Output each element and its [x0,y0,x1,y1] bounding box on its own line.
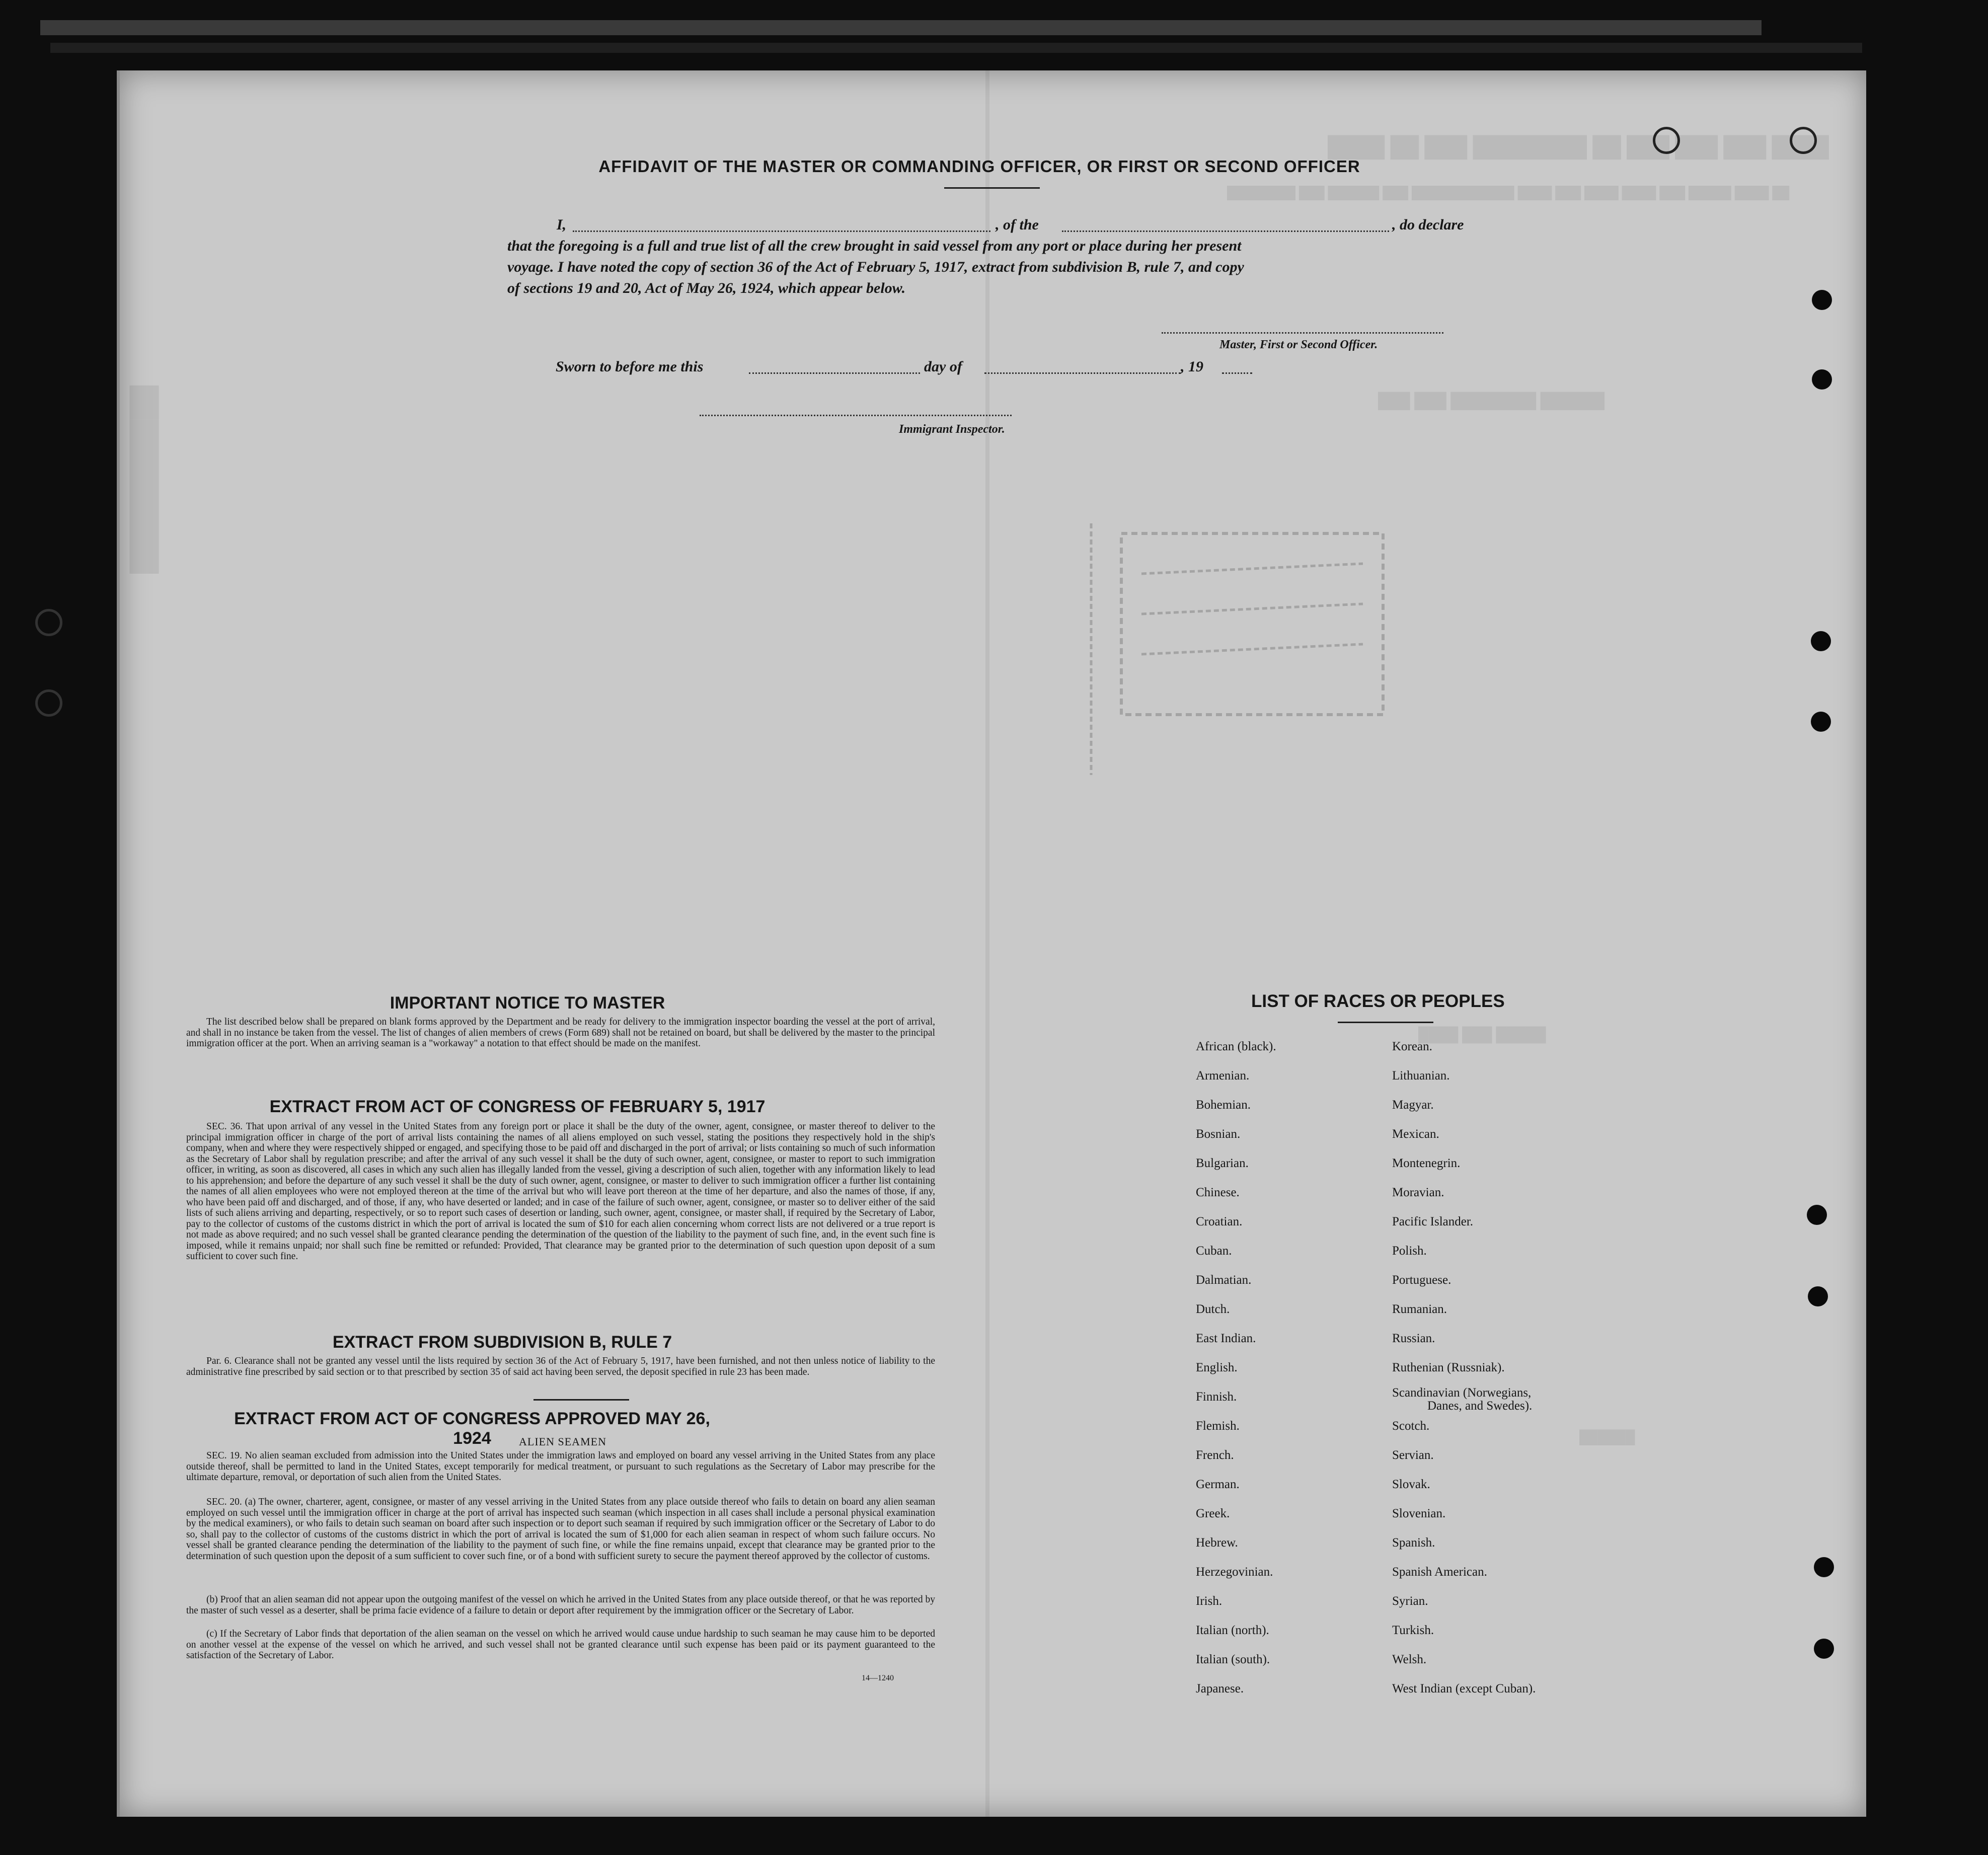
punch-hole-ring [1653,127,1680,154]
race-item: Russian. [1392,1332,1435,1345]
race-item: Hebrew. [1196,1536,1238,1550]
extract-1917-title: EXTRACT FROM ACT OF CONGRESS OF FEBRUARY 5, 1917 [269,1097,766,1116]
race-item: Ruthenian (Russniak). [1392,1361,1505,1374]
race-item: Lithuanian. [1392,1069,1450,1083]
race-item: Portuguese. [1392,1273,1451,1287]
affidavit-line1-mid: , of the [996,216,1039,233]
affidavit-line3: voyage. I have noted the copy of section 36 of the Act of February 5, 1917, extract from subdivision B, rule 7, and copy [507,259,1244,275]
race-item: Bulgarian. [1196,1156,1249,1170]
punch-hole [1812,290,1832,310]
sec20b-text: (b) Proof that an alien seaman did not appear upon the outgoing manifest of the vessel on which he arrived in the United States from any place outside thereof, or that he was reported by the master of such vessel as a deserter, shall be prima facie evidence of a failure to detain or deport after requirement by the immigration officer or the Secretary of Labor. [186,1594,935,1616]
affidavit-line1-start: I, [557,216,567,233]
form-number: 14—1240 [862,1674,894,1682]
race-item: Mexican. [1392,1127,1439,1141]
race-item: Croatian. [1196,1215,1243,1228]
inspector-label: Immigrant Inspector. [899,423,1005,436]
race-item: Spanish. [1392,1536,1435,1550]
inspector-line [700,415,1012,416]
race-item: Dutch. [1196,1302,1230,1316]
bleed-through: ███████████ [130,385,157,574]
page-fold [985,70,989,1817]
scan-edge-top [40,20,1762,35]
race-item: Moravian. [1392,1186,1444,1199]
bleed-through: ████████ ███ ██████ ███ ████████████ ████ ███ ████ ████ ███ █████ ████ ██ [1227,186,1790,200]
sec20c-text: (c) If the Secretary of Labor finds that deportation of the alien seaman on the vessel on which he arrived would cause undue hardship to such seaman he may cause him to be deported on another vessel at the expense of the vessel on which he arrived, and such vessel shall not be granted clearance until such expense has been paid or its payment guaranteed to the satisfaction of the Secretary of Labor. [186,1629,935,1661]
signature-label: Master, First or Second Officer. [1219,338,1378,351]
race-item: German. [1196,1478,1240,1491]
race-item: Finnish. [1196,1390,1237,1404]
race-item: Servian. [1392,1448,1434,1462]
race-item: Greek. [1196,1507,1230,1520]
race-item: Flemish. [1196,1419,1240,1433]
race-item: Chinese. [1196,1186,1240,1199]
notice-title: IMPORTANT NOTICE TO MASTER [390,993,665,1013]
extract-1917-body: SEC. 36. That upon arrival of any vessel in the United States from any foreign port or place it shall be the duty of the owner, agent, consignee, or master thereof to deliver to the principal immigration officer in charge of the port of arrival lists containing the names of all aliens employed on such vessel, stating the positions they respectively hold in the ship's company, when and where they were respectively shipped or engaged, and specifying those to be paid off and discharged in the port of arrival; or lists containing so much of such information as the Secretary of Labor shall by regulation prescribe; and after the arrival of any such vessel it shall be the duty of such owner, agent, consignee, or master to report to such immigration officer, in writing, as soon as discovered, all cases in which any such alien has illegally landed from the vessel, giving a description of such alien, together with any information likely to lead to his apprehension; and before the departure of any such vessel it shall be the duty of such owner, agent, consignee, or master to deliver to such immigration officer a further list containing the names of all alien employees who were not employed thereon at the time of the arrival but who will leave port thereon at the time of her departure, and also the names of those, if any, who have been paid off and discharged, and of those, if any, who have deserted or landed; and in case of the failure of such owner, agent, consignee, or master so to deliver either of the said lists of such aliens arriving and departing, respectively, or so to report such cases of desertion or landing, such owner, agent, consignee, or master shall, if required by the Secretary of Labor, pay to the collector of customs of the customs district in which the port of arrival is located the sum of $10 for each alien concerning whom correct lists are not delivered or a true report is not made as above required; and no such vessel shall be granted clearance pending the determination of the question of the liability to the payment of such fine, and, in the event such fine is imposed, while it remains unpaid; nor shall such fine be remitted or refunded: Provided, That clearance may be granted prior to the determination of such question upon deposit of a sum sufficient to cover such fine. [186,1121,935,1262]
race-item: Korean. [1392,1040,1432,1053]
sworn-day-blank [749,372,920,374]
affidavit-line1-end: , do declare [1392,216,1464,233]
race-item: Turkish. [1392,1624,1434,1637]
punch-hole [1812,369,1832,390]
sworn-end: , 19 [1181,358,1203,375]
signature-line [1162,332,1443,334]
punch-hole [1814,1639,1834,1659]
race-item-continued: Danes, and Swedes). [1427,1399,1533,1413]
vessel-blank [1062,230,1389,232]
race-item: African (black). [1196,1040,1276,1053]
race-item: Scotch. [1392,1419,1430,1433]
race-item: Montenegrin. [1392,1156,1461,1170]
bleed-through: ████ ██ ███ ████████ ██ ███ ███ ███ ████ [1328,136,1829,158]
race-item: Armenian. [1196,1069,1250,1083]
race-item: Japanese. [1196,1682,1244,1695]
race-item: Syrian. [1392,1594,1428,1608]
race-item: Pacific Islander. [1392,1215,1474,1228]
race-item: Rumanian. [1392,1302,1447,1316]
race-item: French. [1196,1448,1234,1462]
rule7-body: Par. 6. Clearance shall not be granted any vessel until the lists required by section 36 of the Act of February 5, 1917, have been furnished, and not then unless notice of liability to the administrative fine prescribed by said section or to that prescribed by section 35 of said act having been served, the deposit specified in rule 23 has been made. [186,1356,935,1377]
punch-hole [1808,1286,1828,1306]
affidavit-title: AFFIDAVIT OF THE MASTER OR COMMANDING OFFICER, OR FIRST OR SECOND OFFICER [598,157,1360,176]
rule7-divider [533,1399,629,1401]
faded-stamp [1081,513,1433,795]
race-item: Herzegovinian. [1196,1565,1273,1579]
race-item: Polish. [1392,1244,1427,1258]
alien-seamen-subtitle: ALIEN SEAMEN [519,1435,606,1448]
scan-edge-top-2 [50,43,1862,53]
sworn-start: Sworn to before me this [556,358,704,375]
bleed-through: ████ ███ █████ [1418,1027,1546,1042]
rule7-title: EXTRACT FROM SUBDIVISION B, RULE 7 [332,1333,672,1352]
punch-hole [1814,1557,1834,1577]
notice-body: The list described below shall be prepared on blank forms approved by the Department and be ready for delivery to the immigration inspector boarding the vessel at the port of arrival, and shall in no instance be taken from the vessel. The list of changes of alien members of crews (Form 689) shall not be retained on board, but shall be delivered by the master to the principal immigration officer at the port. When an arriving seaman is a "workaway" a notation to that effect should be made on the manifest. [186,1017,935,1049]
extract-1924-title: EXTRACT FROM ACT OF CONGRESS APPROVED MAY 26, 1924 [234,1409,710,1448]
race-item: Italian (south). [1196,1653,1270,1666]
race-item: East Indian. [1196,1332,1256,1345]
race-item: Italian (north). [1196,1624,1269,1637]
affidavit-line2: that the foregoing is a full and true list of all the crew brought in said vessel from any port or place during her present [507,238,1242,254]
race-item: West Indian (except Cuban). [1392,1682,1536,1695]
race-item: Scandinavian (Norwegians, [1392,1386,1532,1400]
races-rule [1338,1022,1433,1023]
sworn-year-blank [1222,372,1252,374]
name-blank [573,230,990,232]
race-item: Cuban. [1196,1244,1232,1258]
race-item: Bosnian. [1196,1127,1241,1141]
races-title: LIST OF RACES OR PEOPLES [1251,991,1505,1011]
punch-hole-ring [1790,127,1817,154]
punch-hole [1807,1205,1827,1225]
race-item: Magyar. [1392,1098,1434,1112]
title-rule [944,187,1040,189]
sworn-month-blank [984,372,1181,374]
bleed-through: ██████ [1579,1429,1635,1444]
bleed-through: ███ ███ ████████ ██████ [1378,393,1605,409]
race-item: Slovak. [1392,1478,1430,1491]
race-item: Irish. [1196,1594,1222,1608]
punch-hole [1811,631,1831,651]
punch-hole-ring [35,609,62,636]
punch-hole [1811,712,1831,732]
document-page [117,70,1866,1817]
race-item: Slovenian. [1392,1507,1446,1520]
sec19-text: SEC. 19. No alien seaman excluded from admission into the United States under the immigration laws and employed on board any vessel arriving in the United States from any place outside thereof, shall be permitted to land in the United States, except temporarily for medical treatment, or pursuant to such regulations as the Secretary of Labor may prescribe for the ultimate departure, removal, or deportation of such alien from the United States. [186,1450,935,1483]
race-item: Welsh. [1392,1653,1427,1666]
sec20a-text: SEC. 20. (a) The owner, charterer, agent, consignee, or master of any vessel arriving in the United States from any place outside thereof who fails to detain on board any alien seaman employed on such vessel until the immigration officer in charge at the port of arrival has inspected such seaman (which inspection in all cases shall include a personal physical examination by the medical examiners), or who fails to detain such seaman on board after such inspection or to deport such seaman if required by such immigration officer or the Secretary of Labor to do so, shall pay to the collector of customs of the customs district in which the port of arrival is located the sum of $1,000 for each alien seaman in respect of whom such failure occurs. No vessel shall be granted clearance pending the determination of the liability to the payment of such fine, or while the fine remains unpaid, except that clearance may be granted prior to the determination of such question upon the deposit of a sum sufficient to cover such fine, or of a bond with sufficient surety to secure the payment thereof approved by the collector of customs. [186,1497,935,1562]
race-item: Bohemian. [1196,1098,1251,1112]
race-item: Dalmatian. [1196,1273,1252,1287]
punch-hole-ring [35,689,62,717]
race-item: Spanish American. [1392,1565,1487,1579]
sworn-mid: day of [924,358,962,375]
race-item: English. [1196,1361,1238,1374]
affidavit-line4: of sections 19 and 20, Act of May 26, 1924, which appear below. [507,280,906,296]
